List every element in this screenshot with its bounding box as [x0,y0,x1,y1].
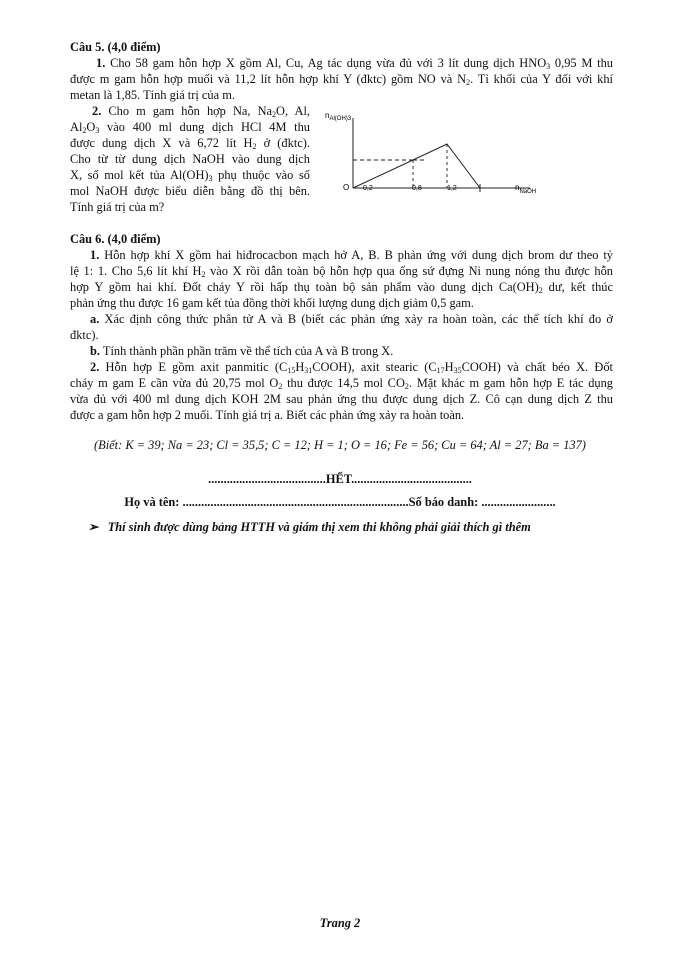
q5-p2-line1: 2. Cho m gam hỗn hợp Na, $Na_2O$, Al, [92,104,310,119]
end-marker: ......................................HẾT....................................... [208,472,472,486]
q6-pb-line1: b. Tính thành phần phần trăm về thể tích của A và B trong X. [90,344,394,358]
q6-p2-line3: vừa đủ với 400 ml dung dịch KOH 2M sau phản ứng thu được dung dịch Z. Cô cạn dung dịch Z thu [70,392,613,406]
graph-curve [353,144,480,188]
q5-p1-line2: được m gam hỗn hợp muối và 11,2 lít hỗn hợp khí Y (đktc) gồm NO và $N_2$. Tỉ khối của Y đối với khí [70,72,613,87]
q6-heading: Câu 6. (4,0 điểm) [70,232,161,246]
origin-label: O [343,183,350,192]
q5-p2-line6: mol NaOH được biểu diễn bằng đồ thị bên. [70,184,310,198]
q6-p1-line2: lệ 1: 1. Cho 5,6 lít khí $H_2$ vào X rồi dẫn toàn bộ hỗn hợp qua ống sứ đựng Ni nung nóng thu được hỗn [70,264,614,279]
q6-p2-line2: cháy m gam E cần vừa đủ 20,75 mol $O_2$ thu được 14,5 mol $CO_2$. Mặt khác m gam hỗn hợp E tác dụng [70,376,613,391]
q6-p2-line4: được a gam hỗn hợp 2 muối. Tính giá trị a. Biết các phản ứng xảy ra hoàn toàn. [70,408,465,422]
precipitate-graph [325,110,550,200]
q6-p2-line1: 2. Hỗn hợp E gồm axit panmitic $(C_{15}H_{31}COOH)$, axit stearic $(C_{17}H_{35}COOH)$ và chất béo X. Đốt [90,360,613,375]
tick-label-0: 0,2 [363,185,373,192]
candidate-info: Họ và tên: .........................................................................Số báo danh: ........................ [124,495,556,509]
q6-pa-line1: a. Xác định công thức phân tử A và B (biết các phản ứng xảy ra hoàn toàn, các thể tích khí đo ở [90,312,613,326]
q5-p1-line1: 1. Cho 58 gam hỗn hợp X gồm Al, Cu, Ag tác dụng vừa đủ với 3 lít dung dịch $HNO_3$ 0,95 M thu [96,56,614,71]
exam-note: ➢ Thí sinh được dùng bảng HTTH và giám thị xem thi không phải giải thích gì thêm [88,520,531,534]
x-axis-label: $n_{NaOH}$ [515,183,537,195]
q5-p2-line3: được dung dịch X và 6,72 lít $H_2$ ở (đktc). [70,136,310,151]
q6-p1-line4: phản ứng thu được 16 gam kết tủa đồng thời khối lượng dung dịch giảm 0,5 gam. [70,296,474,310]
q5-p2-line2: $Al_2O_3$ vào 400 ml dung dịch HCl 4M thu [70,120,310,135]
q5-p2-line4: Cho từ từ dung dịch NaOH vào dung dịch [70,152,310,166]
q6-p1-line3: hợp Y gồm hai khí. Đốt cháy Y rồi hấp thụ toàn bộ sản phẩm vào dung dịch $Ca(OH)_2$ dư, kết thúc [70,280,613,295]
tick-label-1: 0,8 [412,185,422,192]
atomic-masses: (Biết: K = 39; Na = 23; Cl = 35,5; C = 12; H = 1; O = 16; Fe = 56; Cu = 64; Al = 27; Ba = 137) [94,438,586,452]
q5-p1-line3: metan là 1,85. Tính giá trị của m. [70,88,235,102]
q6-pa-line2: đktc). [70,328,99,342]
y-axis-label: $n_{Al(OH)3}$ [325,111,352,122]
q5-p2-line7: Tính giá trị của m? [70,200,165,214]
q5-heading: Câu 5. (4,0 điểm) [70,40,161,54]
page-number: Trang 2 [319,916,361,930]
q6-p1-line1: 1. Hỗn hợp khí X gồm hai hiđrocacbon mạch hở A, B. B phản ứng với dung dịch brom dư theo tỷ [90,248,613,262]
tick-label-2: 1,2 [447,185,457,192]
arrow-icon: ➢ [88,520,99,534]
q5-p2-line5: X, số mol kết tủa $Al(OH)_3$ phụ thuộc vào số [70,168,310,183]
